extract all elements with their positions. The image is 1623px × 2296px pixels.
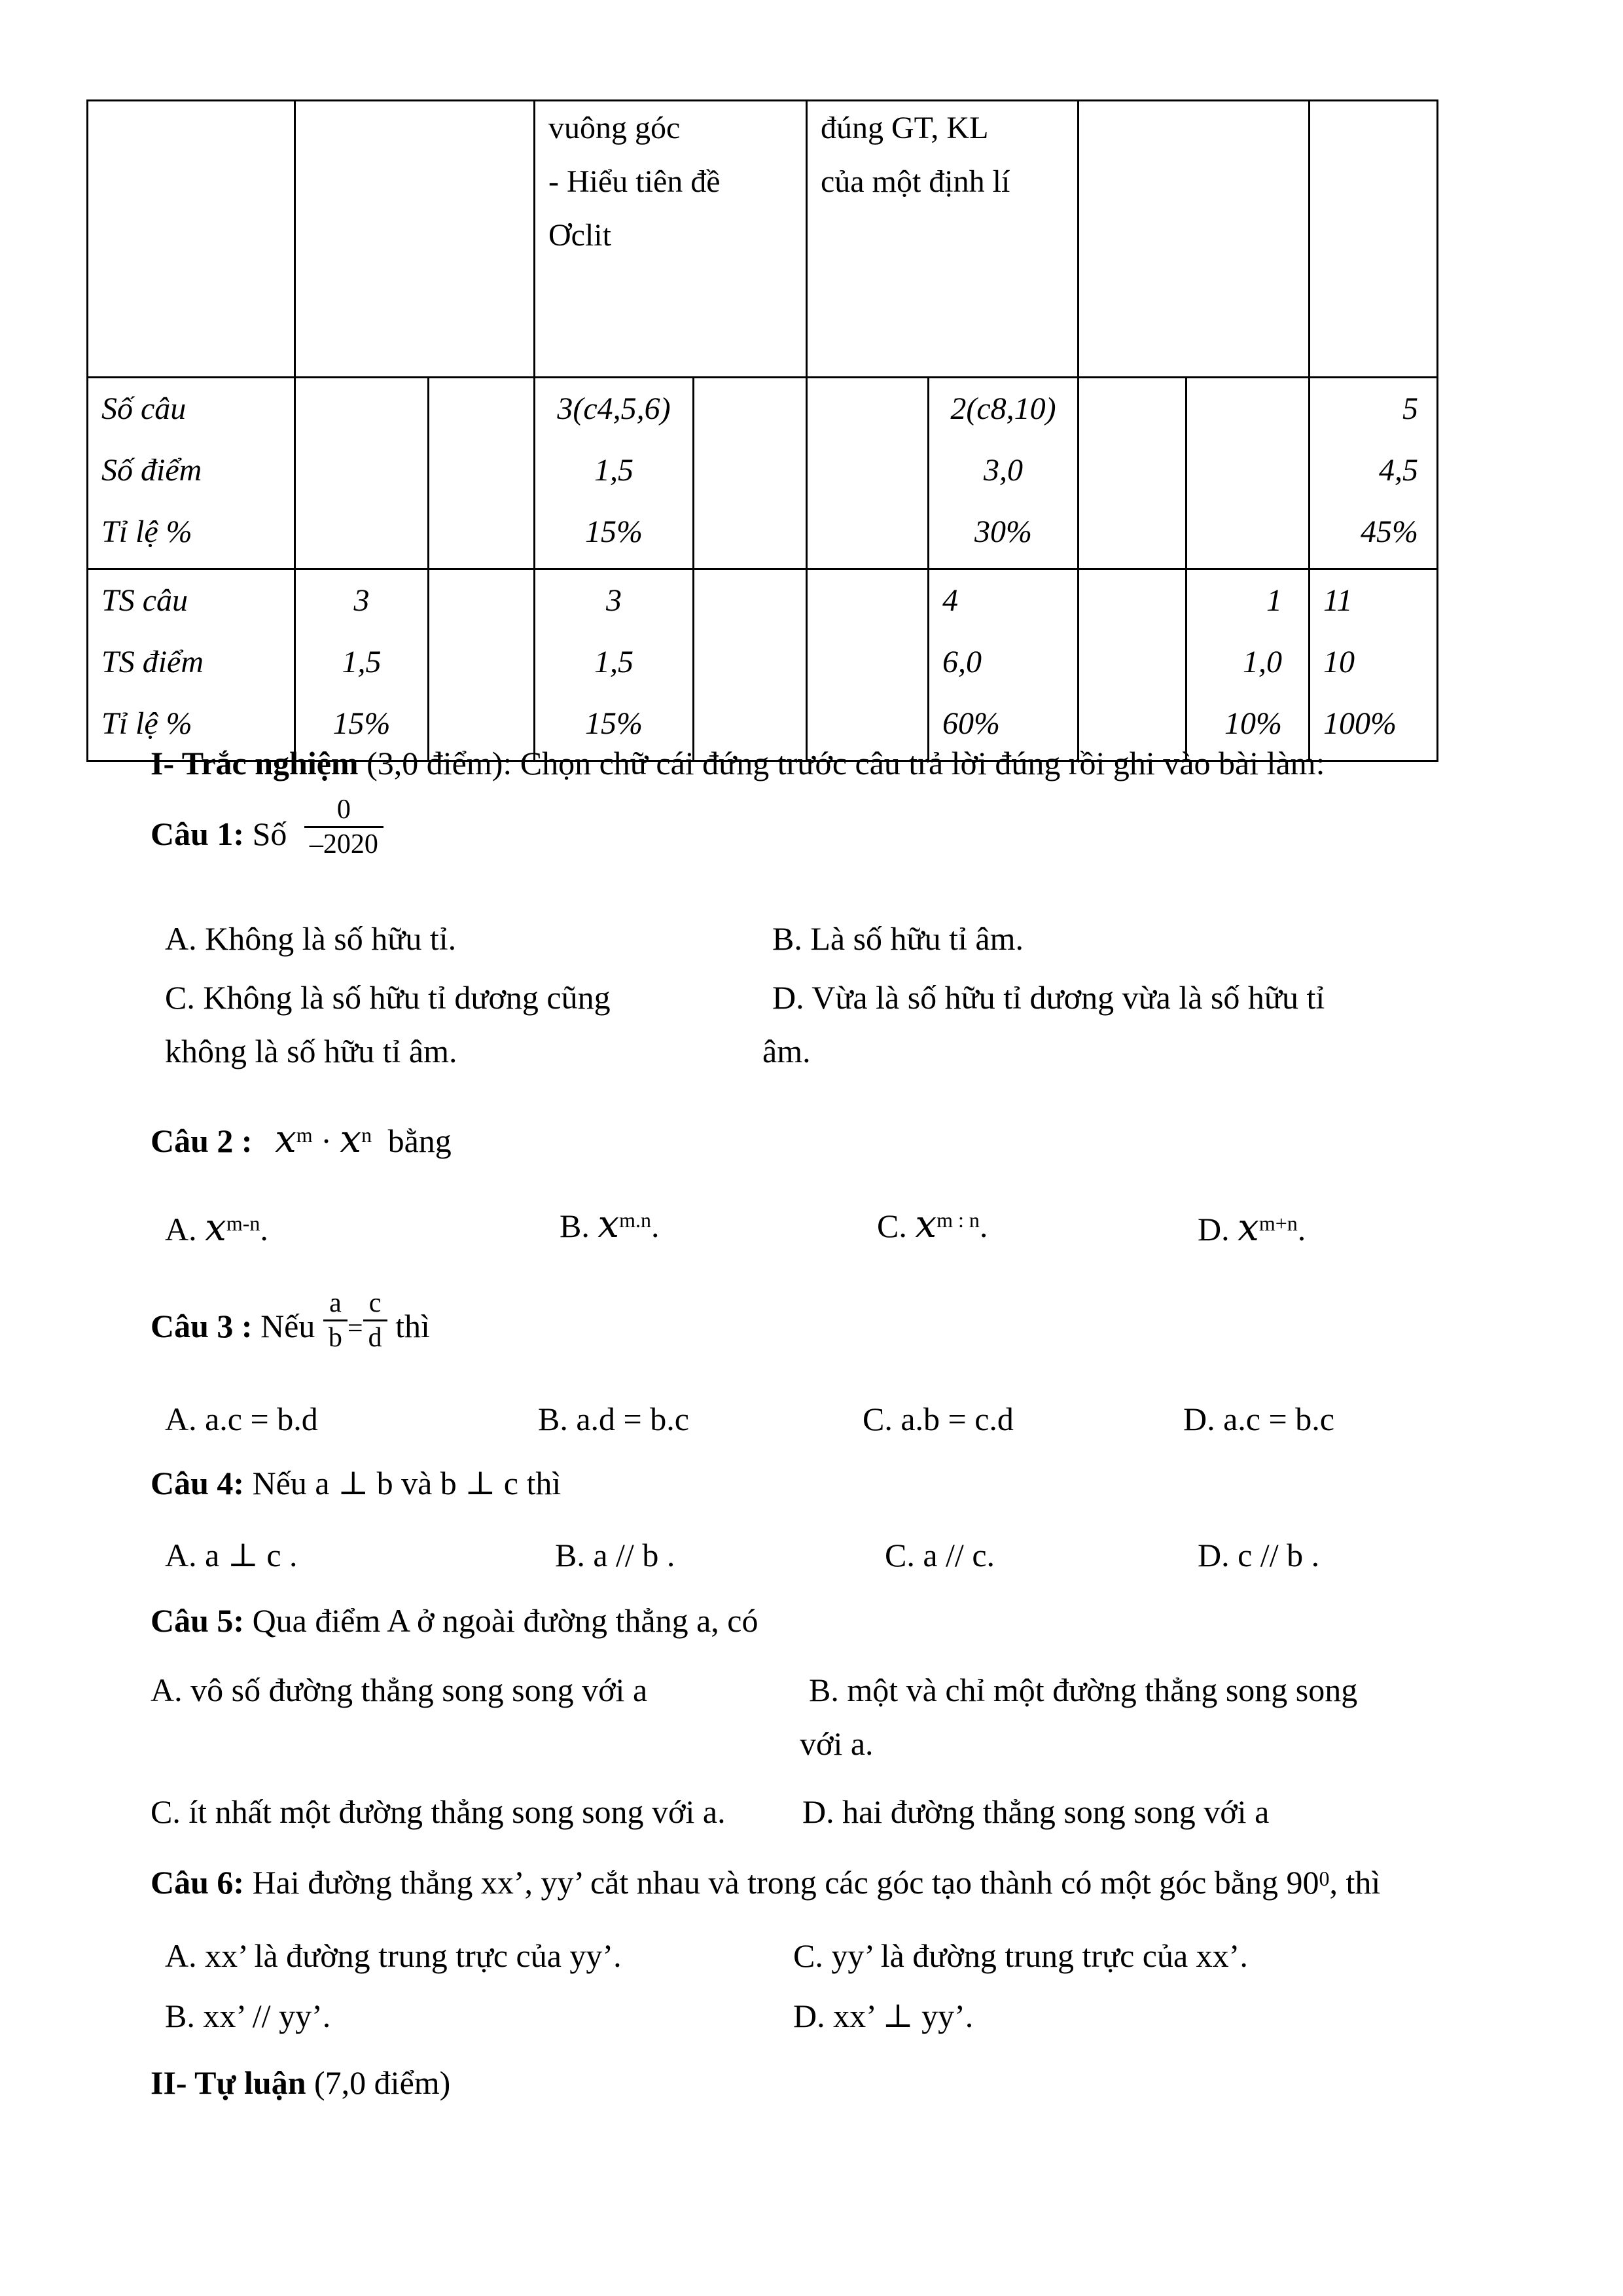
- option-c: C. Không là số hữu tỉ dương cũng: [165, 979, 611, 1016]
- row-label: TS câu: [101, 583, 188, 618]
- table-cell: 6,0: [942, 645, 982, 679]
- table-cell: 1: [1266, 583, 1282, 618]
- question-text: bằng: [387, 1122, 452, 1159]
- period: .: [651, 1208, 660, 1244]
- table-cell: 30%: [974, 514, 1032, 549]
- question-label: Câu 1:: [151, 816, 245, 852]
- question-label: Câu 3 :: [151, 1307, 253, 1344]
- option-a: A. vô số đường thẳng song song với a: [151, 1672, 648, 1708]
- table-cell: 3(c4,5,6): [557, 391, 671, 426]
- question-text: Qua điểm A ở ngoài đường thẳng a, có: [244, 1602, 758, 1639]
- option-d: D. a.c = b.c: [1183, 1401, 1334, 1437]
- table-cell: 1,5: [594, 453, 633, 488]
- fraction: [323, 1287, 348, 1354]
- option-d: D. xx’ ⊥ yy’.: [793, 1998, 974, 2034]
- table-cell: 1,0: [1243, 645, 1282, 679]
- table-cell: 60%: [942, 706, 1000, 741]
- table-cell: 3: [353, 583, 370, 618]
- question-label: Câu 2 :: [151, 1122, 253, 1159]
- fraction-numerator: a: [329, 1288, 342, 1318]
- question-label: Câu 4:: [151, 1465, 245, 1501]
- option-b: B. a.d = b.c: [538, 1401, 689, 1437]
- option-b: B. xx’ // yy’.: [165, 1998, 331, 2034]
- question-4: [151, 1463, 561, 1503]
- option-a: A. a ⊥ c .: [165, 1537, 298, 1573]
- question-2: [151, 1119, 452, 1160]
- question-1: [151, 795, 383, 861]
- option-label: C.: [877, 1208, 907, 1244]
- fraction-numerator: c: [368, 1288, 382, 1318]
- table-cell: 1,5: [342, 645, 382, 679]
- option-label: B.: [560, 1208, 590, 1244]
- table-row: [88, 569, 1438, 761]
- section-1-heading: [151, 744, 1325, 783]
- table-cell: 11: [1323, 583, 1353, 618]
- table-cell: 5: [1402, 391, 1418, 426]
- table-cell: 4,5: [1379, 453, 1418, 488]
- exponent: m+n: [1258, 1211, 1298, 1235]
- option-d: D. Vừa là số hữu tỉ dương vừa là số hữu tỉ: [772, 979, 1325, 1016]
- question-label: Câu 5:: [151, 1602, 245, 1639]
- option-b: B. Là số hữu tỉ âm.: [772, 920, 1024, 957]
- period: .: [1297, 1211, 1306, 1247]
- question-text: Nếu: [252, 1307, 323, 1344]
- table-cell: 15%: [585, 514, 643, 549]
- section-instructions: (7,0 điểm): [306, 2064, 451, 2101]
- row-label: Tỉ lệ %: [101, 514, 192, 549]
- period: .: [260, 1211, 268, 1247]
- question-text: Nếu a ⊥ b và b ⊥ c thì: [244, 1465, 562, 1501]
- option-d-cont: âm.: [762, 1033, 811, 1069]
- table-row: [88, 378, 1438, 569]
- dot: ·: [321, 1122, 332, 1159]
- option-c: C. yy’ là đường trung trực của xx’.: [793, 1937, 1248, 1974]
- table-cell: 10: [1323, 645, 1355, 679]
- fraction-denominator: b: [323, 1319, 348, 1354]
- table-cell: 100%: [1323, 706, 1397, 741]
- exponent: m-n: [226, 1211, 260, 1235]
- table-cell: 10%: [1224, 706, 1282, 741]
- option-a: [165, 1205, 268, 1249]
- table-cell: đúng GT, KL: [821, 111, 989, 145]
- table-cell: của một định lí: [821, 164, 1010, 199]
- question-text: Hai đường thẳng xx’, yy’ cắt nhau và trong các góc tạo thành có một góc bằng 90: [244, 1864, 1319, 1901]
- table-cell: vuông góc: [548, 111, 681, 145]
- math-var: x: [275, 1117, 296, 1161]
- table-cell: 15%: [332, 706, 391, 741]
- degree-superscript: 0: [1319, 1867, 1330, 1890]
- option-label: D.: [1198, 1211, 1230, 1247]
- exponent: n: [361, 1123, 372, 1147]
- exam-matrix-table: [86, 99, 1438, 762]
- option-d: [1198, 1205, 1306, 1249]
- option-c: [877, 1204, 988, 1246]
- math-var: x: [340, 1117, 362, 1161]
- question-6: [151, 1863, 1380, 1902]
- table-cell: 45%: [1361, 514, 1418, 549]
- math-var: x: [205, 1205, 226, 1249]
- math-var: x: [915, 1202, 937, 1246]
- option-a: A. a.c = b.d: [165, 1401, 318, 1437]
- row-label: Số điểm: [101, 453, 202, 488]
- exponent: m : n: [936, 1208, 980, 1232]
- table-cell: 4: [942, 583, 958, 618]
- exponent: m: [296, 1123, 313, 1147]
- section-instructions: (3,0 điểm): Chọn chữ cái đứng trước câu trả lời đúng rồi ghi vào bài làm:: [358, 745, 1325, 781]
- table-cell: - Hiểu tiên đề: [548, 164, 721, 199]
- table-cell: 3,0: [984, 453, 1023, 488]
- question-text: , thì: [1329, 1864, 1381, 1901]
- row-label: TS điểm: [101, 645, 204, 679]
- option-d: D. c // b .: [1198, 1537, 1320, 1573]
- fraction: [363, 1287, 387, 1354]
- table-cell: 2(c8,10): [950, 391, 1056, 426]
- row-label: Tỉ lệ %: [101, 706, 192, 741]
- math-var: x: [597, 1202, 620, 1246]
- option-b: B. a // b .: [555, 1537, 675, 1573]
- option-b: B. một và chỉ một đường thẳng song song: [809, 1672, 1358, 1708]
- table-cell: 3: [606, 583, 622, 618]
- question-label: Câu 6:: [151, 1864, 245, 1901]
- table-cell: 15%: [585, 706, 643, 741]
- fraction-numerator: 0: [336, 795, 351, 825]
- equals-sign: =: [347, 1313, 363, 1344]
- question-5: [151, 1601, 758, 1640]
- fraction: [304, 793, 383, 861]
- question-text: Số: [244, 816, 295, 852]
- section-title: I- Trắc nghiệm: [151, 745, 359, 781]
- option-c: C. a // c.: [885, 1537, 995, 1573]
- fraction-denominator: –2020: [304, 826, 383, 861]
- option-c: C. ít nhất một đường thẳng song song với a.: [151, 1793, 726, 1830]
- option-c: C. a.b = c.d: [863, 1401, 1014, 1437]
- question-text: thì: [387, 1307, 430, 1344]
- math-var: x: [1238, 1205, 1259, 1249]
- section-2-heading: [151, 2063, 450, 2102]
- option-c-cont: không là số hữu tỉ âm.: [165, 1033, 457, 1069]
- exponent: m.n: [619, 1208, 651, 1232]
- section-title: II- Tự luận: [151, 2064, 306, 2101]
- option-label: A.: [165, 1211, 197, 1247]
- option-d: D. hai đường thẳng song song với a: [802, 1793, 1270, 1830]
- period: .: [979, 1208, 988, 1244]
- row-label: Số câu: [101, 391, 187, 426]
- table-cell: Ơclit: [548, 218, 611, 253]
- question-3: [151, 1288, 430, 1354]
- option-a: A. Không là số hữu tỉ.: [165, 920, 457, 957]
- option-b-cont: với a.: [800, 1725, 874, 1762]
- option-b: [560, 1204, 659, 1246]
- fraction-denominator: d: [363, 1319, 387, 1354]
- option-a: A. xx’ là đường trung trực của yy’.: [165, 1937, 622, 1974]
- table-cell: 1,5: [594, 645, 633, 679]
- table-row: [88, 101, 1438, 378]
